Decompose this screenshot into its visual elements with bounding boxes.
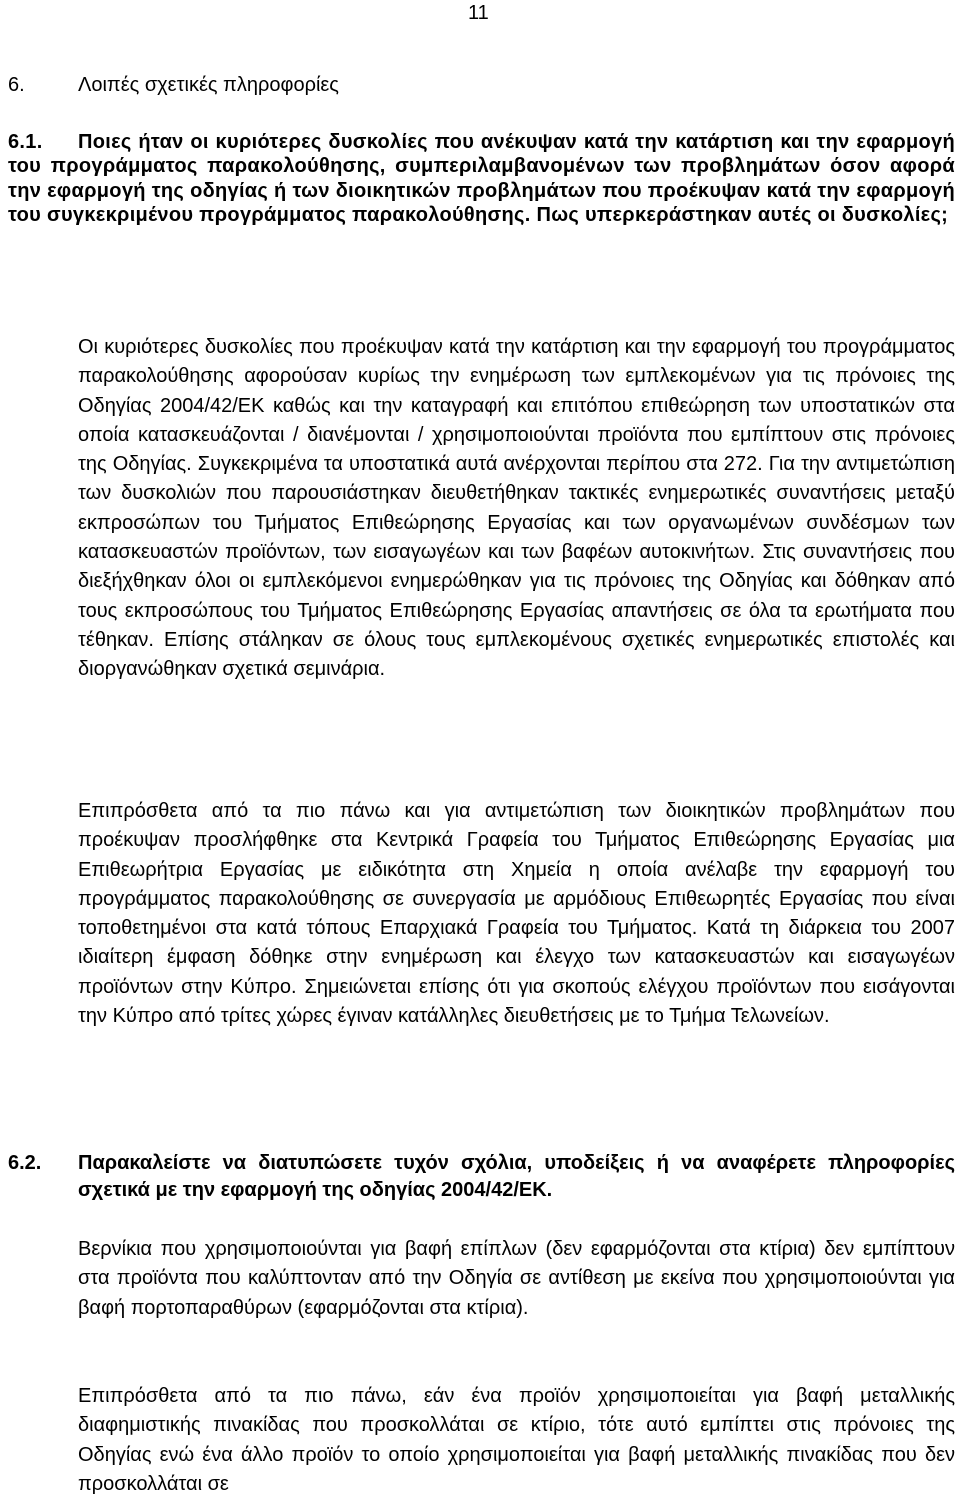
section-6-heading xyxy=(8,72,339,98)
section-6-title: Λοιπές σχετικές πληροφορίες xyxy=(78,74,339,96)
section-6-number: 6. xyxy=(8,74,25,96)
section-6-2-paragraph-1: Βερνίκια που χρησιμοποιούνται για βαφή επίπλων (δεν εφαρμόζονται στα κτίρια) δεν εμπίπτουν στα προϊόντα που καλύπτονταν από την Οδηγία σε αντίθεση με εκείνα που χρησιμοποιούνται για βαφή πορτοπαραθύρων (εφαρμόζονται στα κτίρια). xyxy=(78,1238,955,1319)
section-6-1-question xyxy=(8,130,955,227)
page-number: 11 xyxy=(468,2,489,24)
section-6-1-number: 6.1. xyxy=(8,131,43,153)
section-6-2-paragraph-2: Επιπρόσθετα από τα πιο πάνω, εάν ένα προϊόν χρησιμοποιείται για βαφή μεταλλικής διαφημιστικής πινακίδας που προσκολλάται σε κτίριο, τότε αυτό εμπίπτει στις πρόνοιες της Οδηγίας ενώ ένα άλλο προϊόν το οποίο χρησιμοποιείται για βαφή μεταλλικής πινακίδας που δεν προσκολλάται σε xyxy=(78,1385,955,1495)
section-6-2-question-text: Παρακαλείστε να διατυπώσετε τυχόν σχόλια, υποδείξεις ή να αναφέρετε πληροφορίες σχετικά με την εφαρμογή της οδηγίας 2004/42/ΕΚ. xyxy=(78,1152,955,1201)
section-6-1-paragraph-1: Οι κυριότερες δυσκολίες που προέκυψαν κατά την κατάρτιση και την εφαρμογή του προγράμματος παρακολούθησης αφορούσαν κυρίως την ενημέρωση των εμπλεκομένων για τις πρόνοιες της Οδηγίας 2004/42/ΕΚ καθώς και την καταγραφή και επιτόπου επιθεώρηση των υποστατικών στα οποία κατασκευάζονται / διανέμονται / χρησιμοποιούνται προϊόντα που εμπίπτουν στις πρόνοιες της Οδηγίας. Συγκεκριμένα τα υποστατικά αυτά ανέρχονται περίπου στα 272. Για την αντιμετώπιση των δυσκολιών που παρουσιάστηκαν διευθετήθηκαν τακτικές ενημερωτικές συναντήσεις μεταξύ εκπροσώπων του Τμήματος Επιθεώρησης Εργασίας και των οργανωμένων συνδέσμων των κατασκευαστών προϊόντων, των εισαγωγέων και των βαφέων αυτοκινήτων. Στις συναντήσεις που διεξήχθηκαν όλοι οι εμπλεκόμενοι ενημερώθηκαν για τις πρόνοιες της Οδηγίας και δόθηκαν από τους εκπροσώπους του Τμήματος Επιθεώρησης Εργασίας απαντήσεις σε όλα τα ερωτήματα που τέθηκαν. Επίσης στάληκαν σε όλους τους εμπλεκομένους σχετικές ενημερωτικές επιστολές και διοργανώθηκαν σχετικά σεμινάρια. xyxy=(78,336,955,681)
section-6-1-question-text: Ποιες ήταν οι κυριότερες δυσκολίες που ανέκυψαν κατά την κατάρτιση και την εφαρμογή του προγράμματος παρακολούθησης, συμπεριλαμβανομένων των προβλημάτων όσον αφορά την εφαρμογή της οδηγίας ή των διοικητικών προβλημάτων που προέκυψαν κατά την εφαρμογή του συγκεκριμένου προγράμματος παρακολούθησης. Πως υπερκεράστηκαν αυτές οι δυσκολίες; xyxy=(8,131,955,226)
section-6-2-number: 6.2. xyxy=(8,1152,42,1174)
section-6-1-paragraph-2: Επιπρόσθετα από τα πιο πάνω και για αντιμετώπιση των διοικητικών προβλημάτων που προέκυψαν προσλήφθηκε στα Κεντρικά Γραφεία του Τμήματος Επιθεώρησης Εργασίας μια Επιθεωρήτρια Εργασίας με ειδικότητα στη Χημεία η οποία ανέλαβε την εφαρμογή του προγράμματος παρακολούθησης σε συνεργασία με αρμόδιους Επιθεωρητές Εργασίας που είναι τοποθετημένοι στα κατά τόπους Επαρχιακά Γραφεία του Τμήματος. Κατά τη διάρκεια του 2007 ιδιαίτερη έμφαση δόθηκε στην ενημέρωση και έλεγχο των κατασκευαστών και εισαγωγέων προϊόντων στην Κύπρο. Σημειώνεται επίσης ότι για σκοπούς ελέγχου προϊόντων που εισάγονται την Κύπρο από τρίτες χώρες έγιναν κατάλληλες διευθετήσεις με το Τμήμα Τελωνείων. xyxy=(78,800,955,1028)
section-6-2-question xyxy=(8,1150,955,1204)
